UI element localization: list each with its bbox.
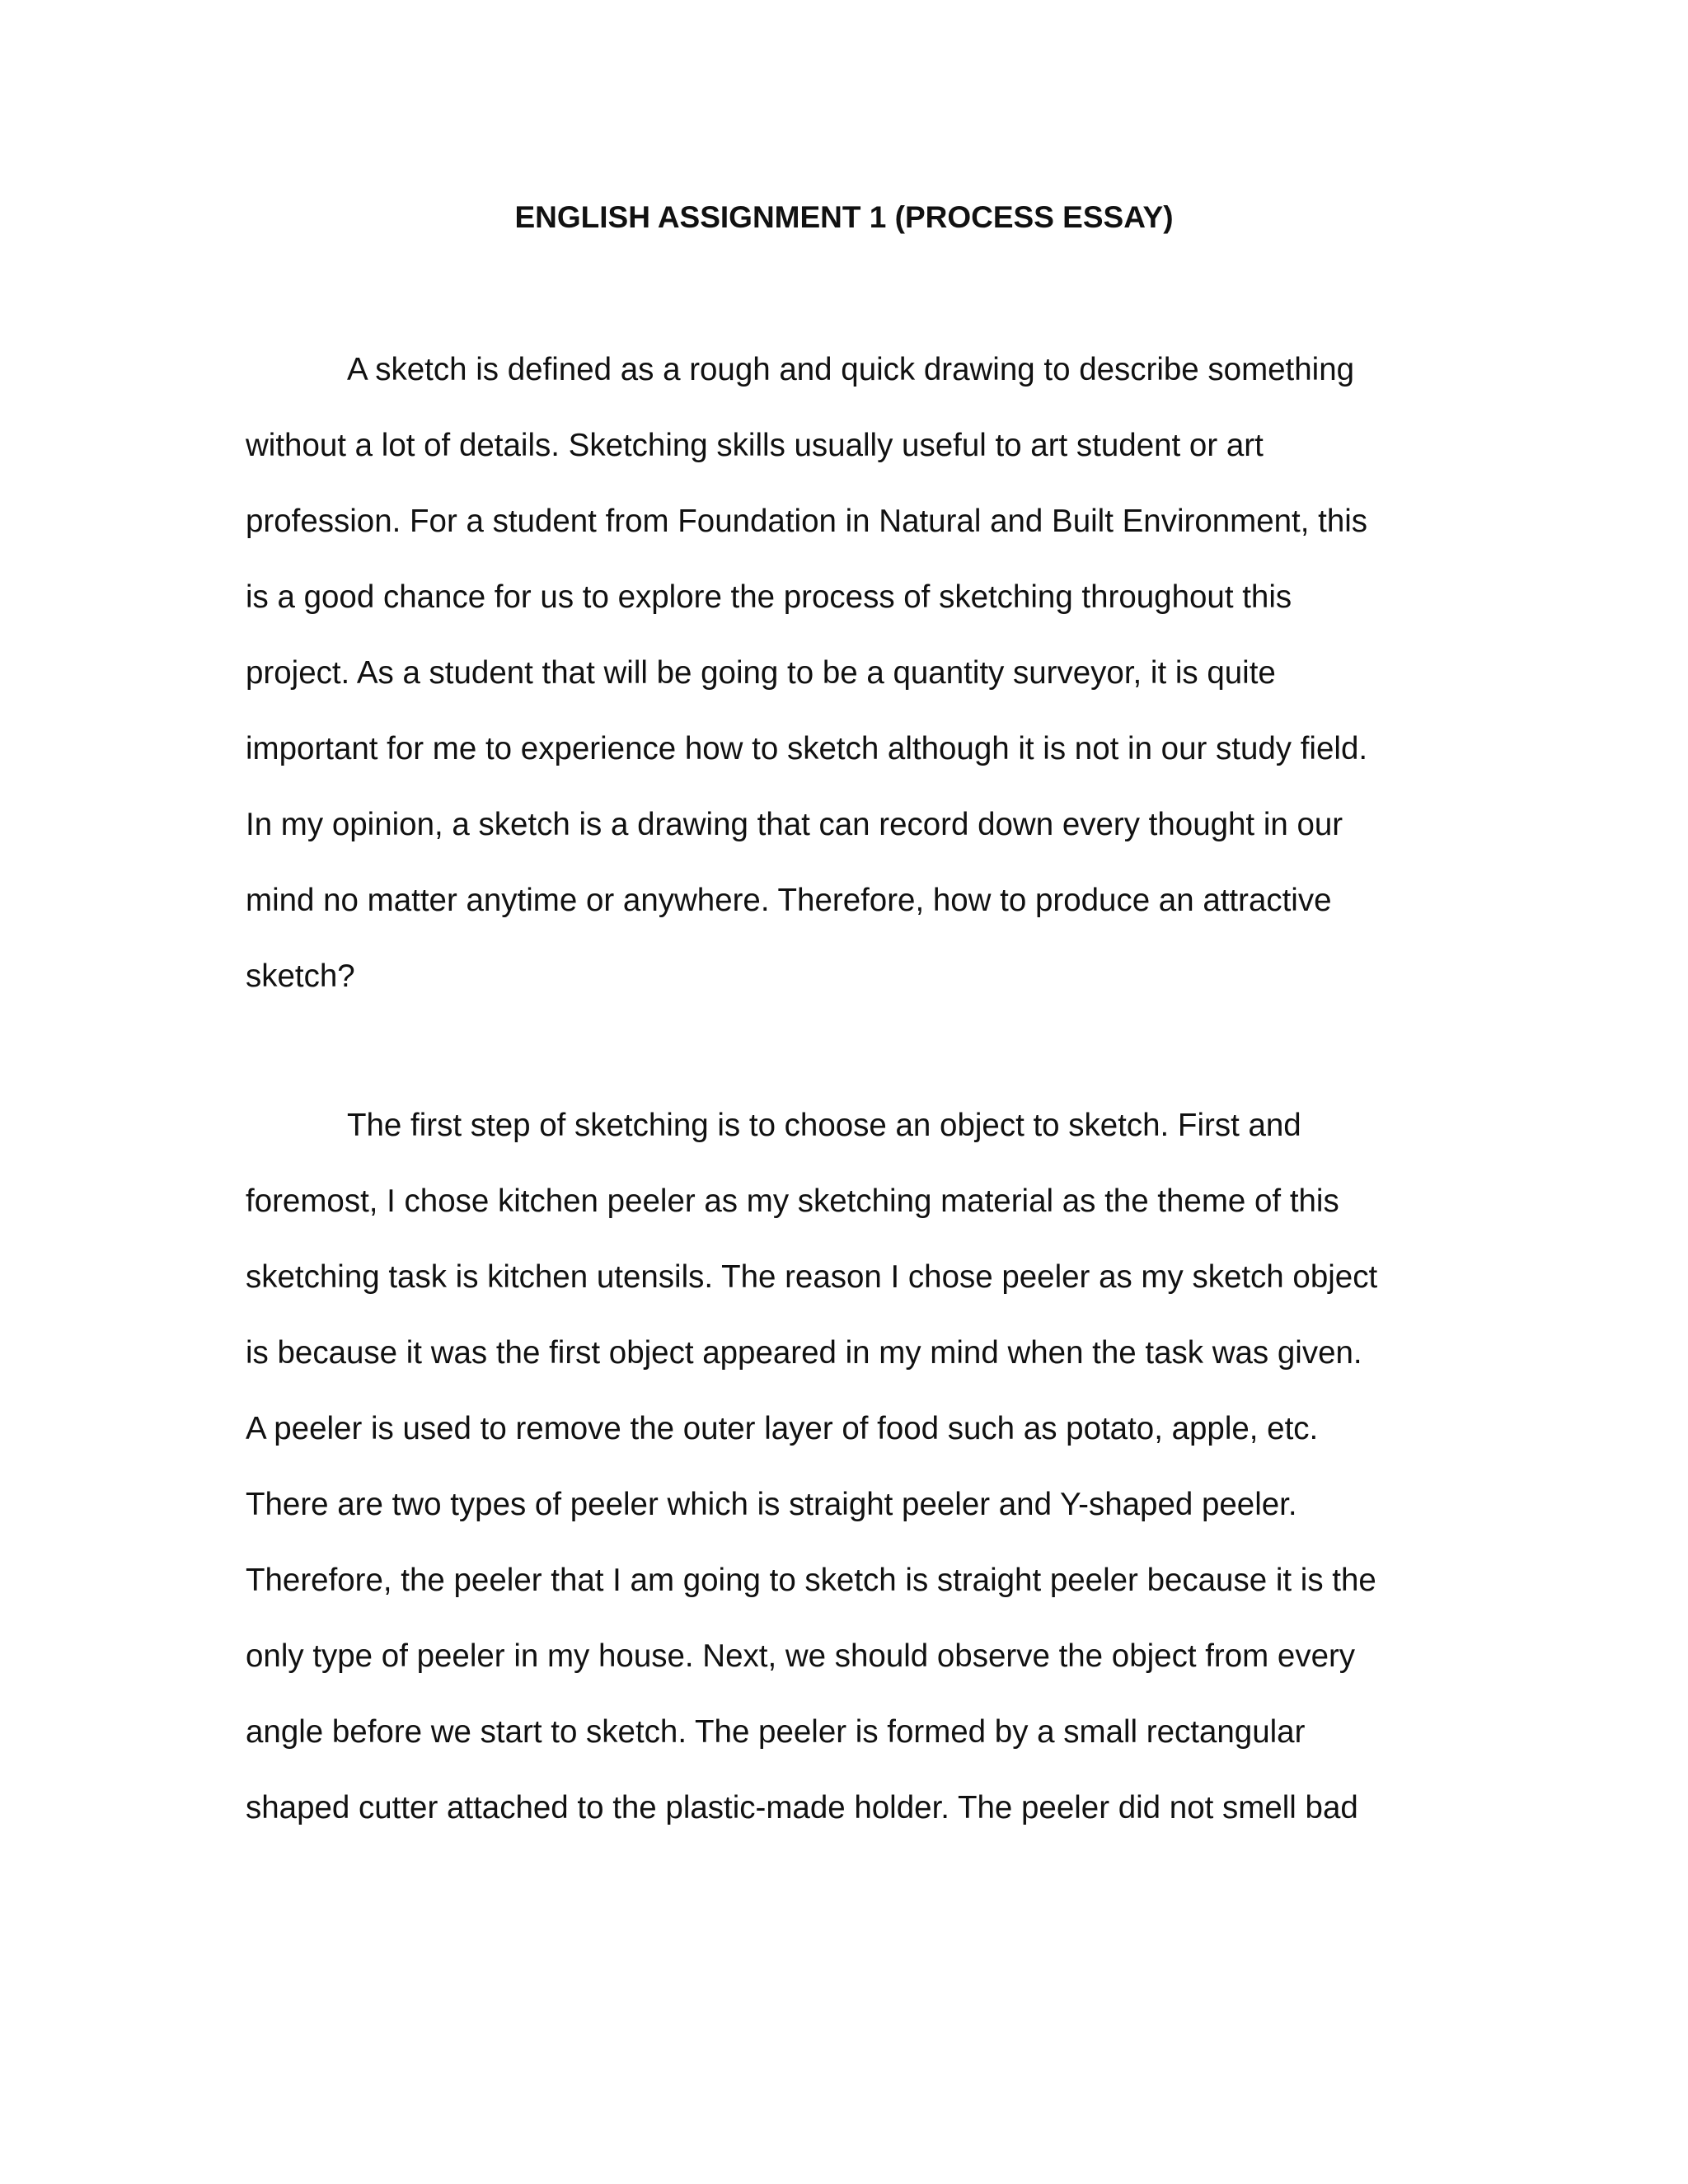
paragraph-line: A sketch is defined as a rough and quick drawing to describe something bbox=[347, 352, 1355, 387]
paragraph-line: foremost, I chose kitchen peeler as my sketching material as the theme of this bbox=[246, 1183, 1339, 1219]
paragraph-line: In my opinion, a sketch is a drawing that can record down every thought in our bbox=[246, 807, 1343, 842]
paragraph-line: without a lot of details. Sketching skills usually useful to art student or art bbox=[246, 428, 1264, 463]
paragraph-line: There are two types of peeler which is straight peeler and Y-shaped peeler. bbox=[246, 1487, 1297, 1522]
paragraph-line: is because it was the first object appeared in my mind when the task was given. bbox=[246, 1335, 1362, 1371]
paragraph-line: is a good chance for us to explore the process of sketching throughout this bbox=[246, 579, 1292, 615]
paragraph-line: The first step of sketching is to choose an object to sketch. First and bbox=[347, 1108, 1301, 1143]
paragraph-intro bbox=[246, 332, 1457, 1015]
paragraph-line: A peeler is used to remove the outer layer of food such as potato, apple, etc. bbox=[246, 1411, 1319, 1446]
paragraph-line: only type of peeler in my house. Next, we should observe the object from every bbox=[246, 1638, 1356, 1674]
paragraph-line: sketch? bbox=[246, 958, 355, 994]
paragraph-line: project. As a student that will be going to be a quantity surveyor, it is quite bbox=[246, 655, 1276, 691]
paragraph-first-step bbox=[246, 1088, 1457, 1846]
document-title: ENGLISH ASSIGNMENT 1 (PROCESS ESSAY) bbox=[514, 200, 1174, 234]
paragraph-line: important for me to experience how to sketch although it is not in our study field. bbox=[246, 731, 1368, 766]
paragraph-line: Therefore, the peeler that I am going to sketch is straight peeler because it is the bbox=[246, 1563, 1376, 1598]
paragraph-line: sketching task is kitchen utensils. The reason I chose peeler as my sketch object bbox=[246, 1259, 1378, 1295]
paragraph-line: angle before we start to sketch. The peeler is formed by a small rectangular bbox=[246, 1714, 1306, 1750]
paragraph-line: shaped cutter attached to the plastic-made holder. The peeler did not smell bad bbox=[246, 1790, 1358, 1825]
paragraph-line: profession. For a student from Foundation in Natural and Built Environment, this bbox=[246, 504, 1368, 539]
paragraph-line: mind no matter anytime or anywhere. Therefore, how to produce an attractive bbox=[246, 883, 1332, 918]
